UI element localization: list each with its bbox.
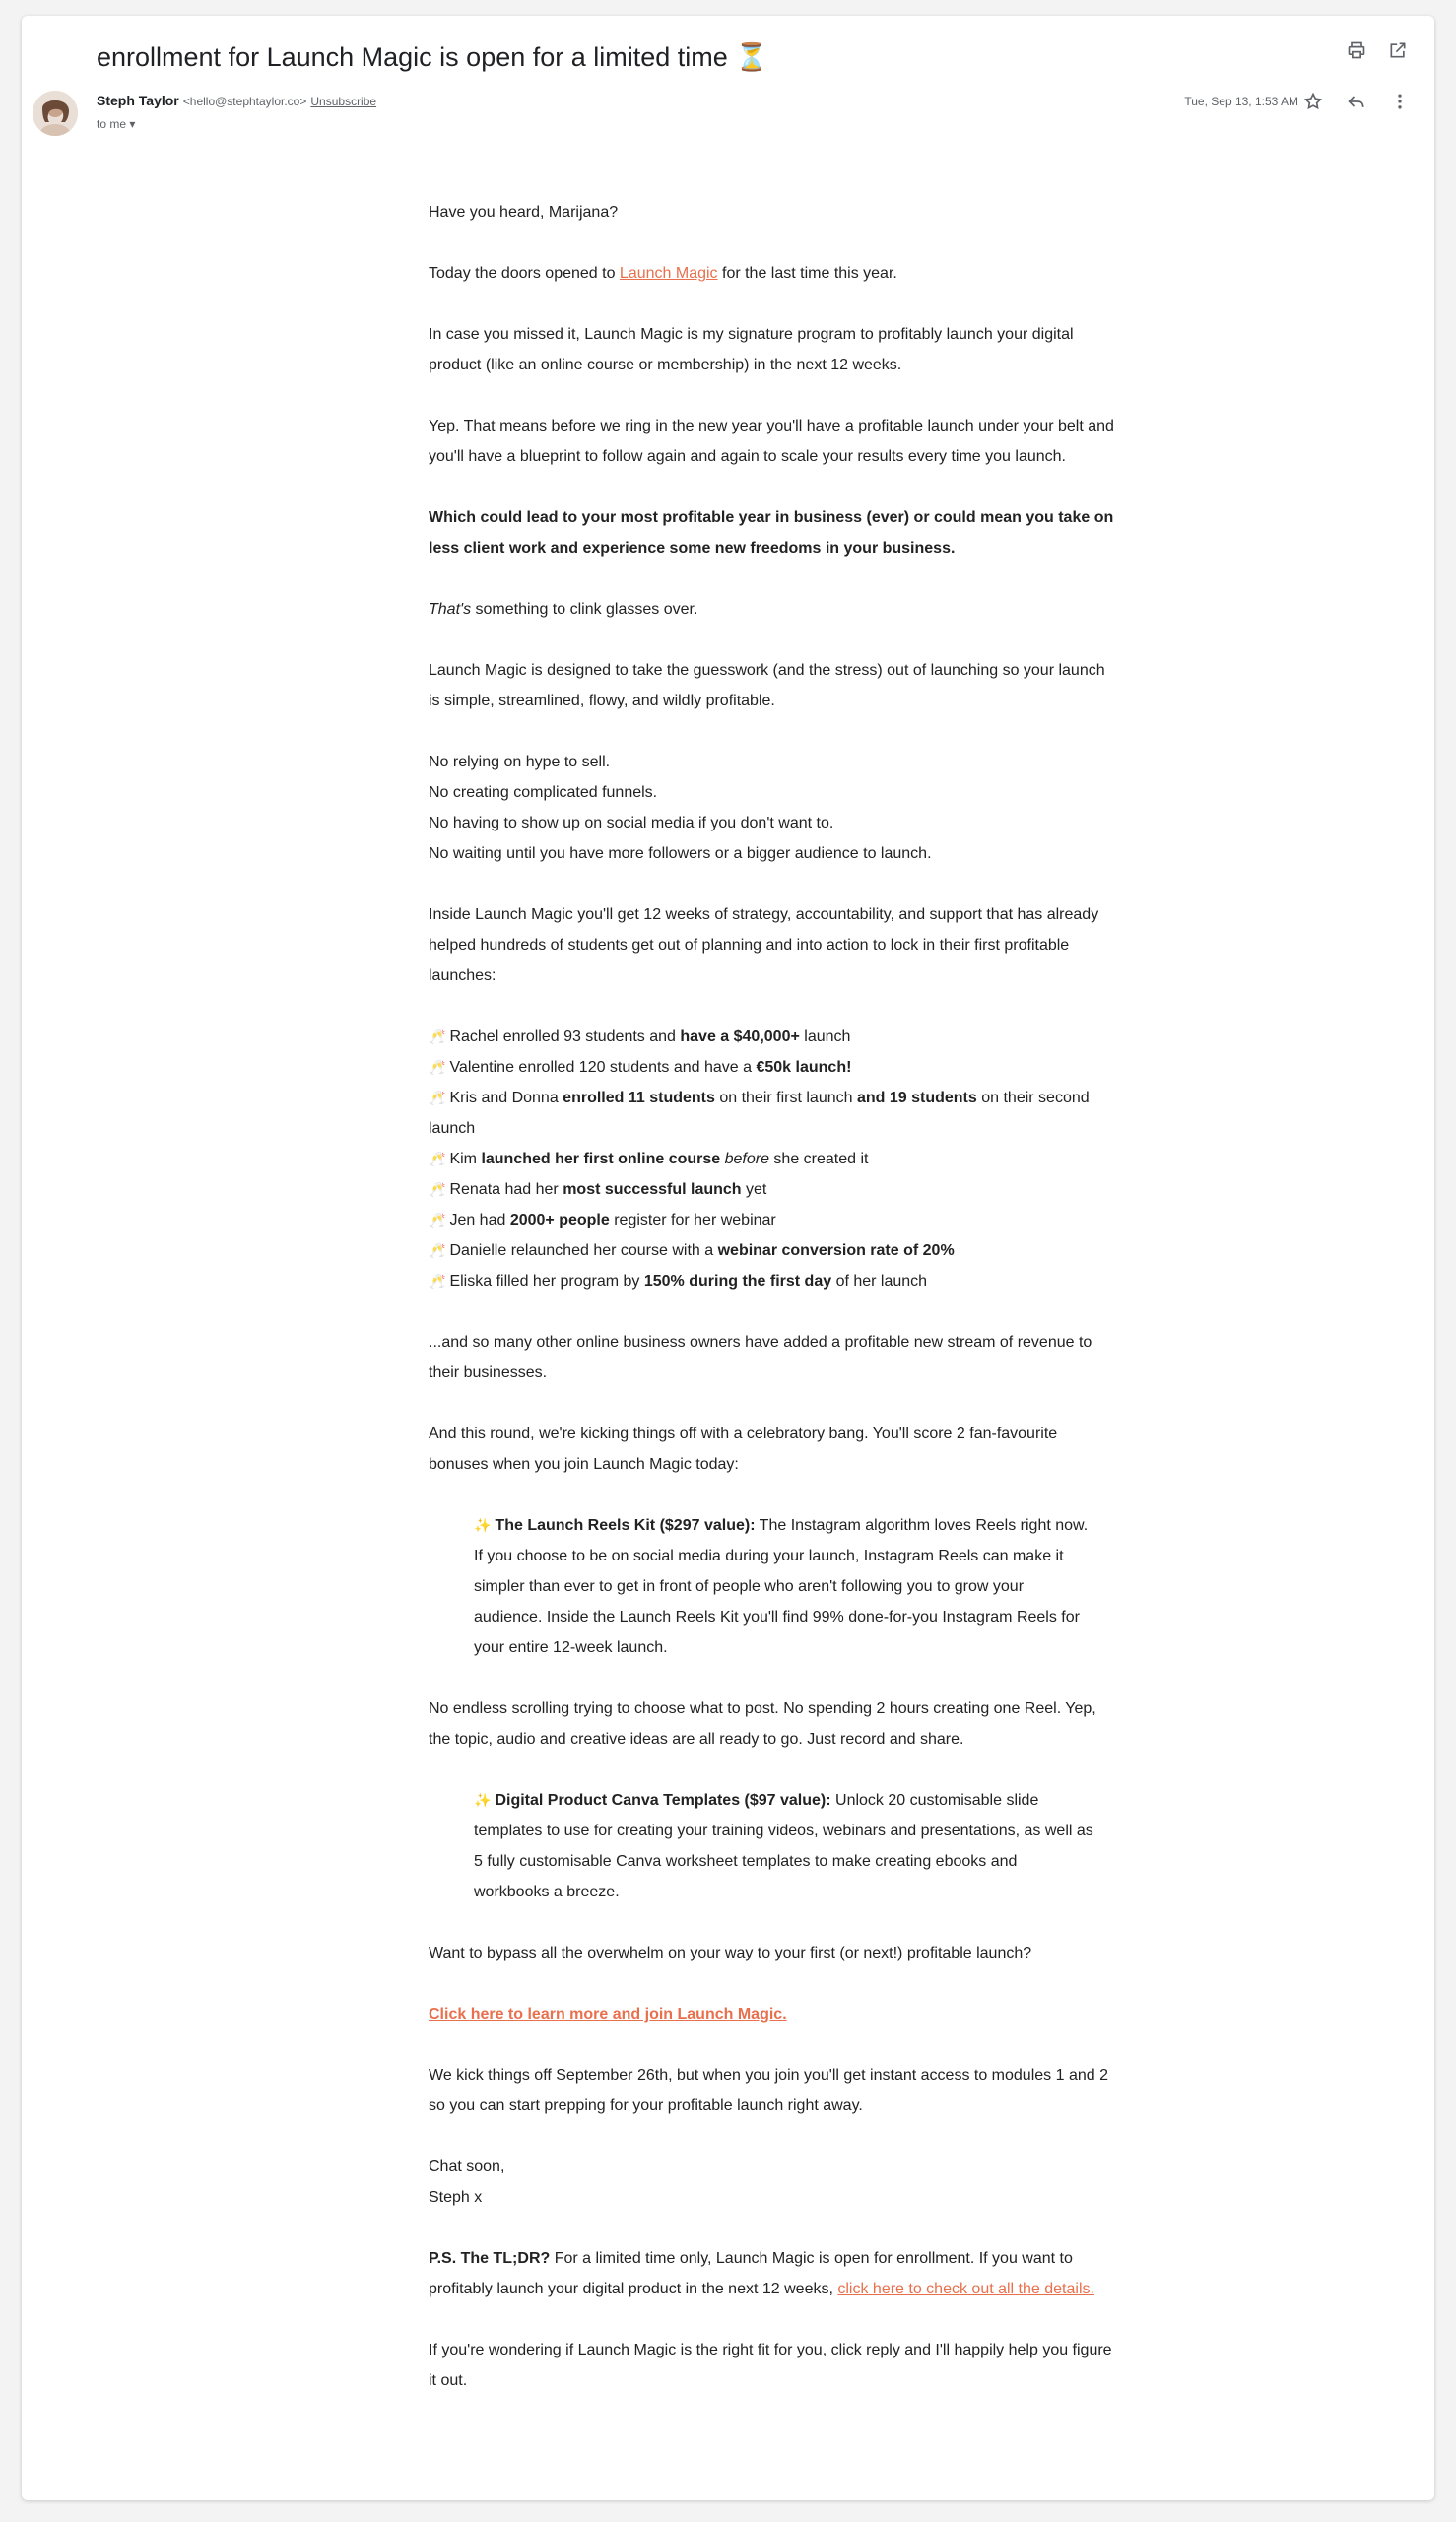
- text: For a limited time only, Launch Magic is open for enrollment. If you want to profitably launch your digital product in the next 12 weeks,: [429, 2250, 1073, 2297]
- bold-text: €50k launch!: [756, 1059, 852, 1076]
- postscript: [429, 2243, 1118, 2304]
- text: something to clink glasses over.: [471, 601, 698, 618]
- glasses-emoji-icon: 🥂: [429, 1181, 446, 1197]
- student-wins-list: [429, 1022, 1118, 1296]
- paragraph: We kick things off September 26th, but when you join you'll get instant access to modules 1 and 2 so you can start prepping for your profitable launch right away.: [429, 2067, 1108, 2114]
- glasses-emoji-icon: 🥂: [429, 1212, 446, 1228]
- list-item: [429, 1205, 1118, 1235]
- list-item: [429, 1052, 1118, 1083]
- text: yet: [741, 1181, 767, 1198]
- glasses-emoji-icon: 🥂: [429, 1090, 446, 1105]
- paragraph: No endless scrolling trying to choose what to post. No spending 2 hours creating one Reel. Yep, the topic, audio and creative ideas are all ready to go. Just record and share.: [429, 1700, 1096, 1748]
- bold-text: launched her first online course: [481, 1151, 721, 1167]
- star-icon[interactable]: [1302, 91, 1324, 112]
- sender-line: [97, 93, 376, 108]
- reply-icon[interactable]: [1346, 91, 1367, 112]
- email-subject: enrollment for Launch Magic is open for a limited time ⏳: [97, 42, 768, 72]
- text: Today the doors opened to: [429, 265, 620, 282]
- bold-text: have a $40,000+: [680, 1029, 800, 1045]
- list-item: [429, 1174, 1118, 1205]
- italic-text: That's: [429, 601, 472, 618]
- bonus-text: Unlock 20 customisable slide templates to use for creating your training videos, webinars and presentations, as well as 5 fully customisable Canva worksheet templates to make creating ebooks and workbooks a breeze.: [474, 1792, 1093, 1900]
- text: Danielle relaunched her course with a: [449, 1242, 718, 1259]
- glasses-emoji-icon: 🥂: [429, 1273, 446, 1289]
- bonus-reels-kit: [474, 1510, 1094, 1663]
- bold-text: enrolled 11 students: [563, 1090, 715, 1106]
- no-line: No creating complicated funnels.: [429, 784, 658, 801]
- email-date: Tue, Sep 13, 1:53 AM: [1184, 95, 1298, 108]
- message-actions: [1302, 91, 1411, 112]
- list-item: [429, 1144, 1118, 1174]
- greeting: Have you heard, Marijana?: [429, 204, 619, 221]
- bold-text: webinar conversion rate of 20%: [717, 1242, 955, 1259]
- text: on their first launch: [714, 1090, 857, 1106]
- text: of her launch: [831, 1273, 928, 1290]
- bonus-text: The Instagram algorithm loves Reels right now. If you choose to be on social media during your launch, Instagram Reels can make it simpler than ever to get in front of people who aren't following you to grow your audience. Inside the Launch Reels Kit you'll find 99% done-for-you Instagram Reels for your entire 12-week launch.: [474, 1517, 1089, 1656]
- list-item: [429, 1266, 1118, 1296]
- print-icon[interactable]: [1346, 39, 1367, 61]
- sparkles-icon: ✨: [474, 1517, 492, 1533]
- text: on their second launch: [429, 1090, 1090, 1137]
- paragraph: Yep. That means before we ring in the new year you'll have a profitable launch under your belt and you'll have a blueprint to follow again and again to scale your results every time you launch.: [429, 418, 1114, 465]
- list-item: [429, 1235, 1118, 1266]
- glasses-emoji-icon: 🥂: [429, 1059, 446, 1075]
- glasses-emoji-icon: 🥂: [429, 1242, 446, 1258]
- bold-text: Which could lead to your most profitable year in business (ever) or could mean you take on less client work and experience some new freedoms in your business.: [429, 509, 1114, 557]
- glasses-emoji-icon: 🥂: [429, 1151, 446, 1166]
- paragraph: And this round, we're kicking things off with a celebratory bang. You'll score 2 fan-favourite bonuses when you join Launch Magic today:: [429, 1426, 1058, 1473]
- join-launch-magic-link[interactable]: Click here to learn more and join Launch Magic.: [429, 2006, 787, 2023]
- text: Valentine enrolled 120 students and have a: [449, 1059, 757, 1076]
- paragraph: [429, 594, 1118, 625]
- bonus-title: The Launch Reels Kit ($297 value):: [495, 1517, 756, 1534]
- launch-magic-link[interactable]: Launch Magic: [619, 265, 718, 282]
- text: launch: [799, 1029, 851, 1045]
- text: for the last time this year.: [717, 265, 897, 282]
- no-line: No relying on hype to sell.: [429, 754, 611, 770]
- glasses-emoji-icon: 🥂: [429, 1029, 446, 1044]
- bold-text: most successful launch: [563, 1181, 742, 1198]
- paragraph: ...and so many other online business owners have added a profitable new stream of revenue to their businesses.: [429, 1334, 1092, 1381]
- sender-name: Steph Taylor: [97, 93, 179, 108]
- ps-label: P.S. The TL;DR?: [429, 2250, 551, 2267]
- text: Kris and Donna: [449, 1090, 563, 1106]
- signoff: Chat soon,: [429, 2158, 505, 2175]
- paragraph: Inside Launch Magic you'll get 12 weeks of strategy, accountability, and support that has already helped hundreds of students get out of planning and into action to lock in their first profitable launches:: [429, 906, 1099, 984]
- closing-paragraph: If you're wondering if Launch Magic is the right fit for you, click reply and I'll happily help you figure it out.: [429, 2342, 1112, 2389]
- sender-email: <hello@stephtaylor.co>: [182, 95, 307, 108]
- italic-text: before: [724, 1151, 769, 1167]
- intro-paragraph: [429, 258, 1118, 289]
- more-vertical-icon[interactable]: [1389, 91, 1411, 112]
- signature: Steph x: [429, 2189, 483, 2206]
- cta-paragraph: [429, 1999, 1118, 2029]
- text: Eliska filled her program by: [449, 1273, 644, 1290]
- top-actions: [1346, 39, 1409, 61]
- text: Renata had her: [449, 1181, 563, 1198]
- no-line: No having to show up on social media if you don't want to.: [429, 815, 834, 831]
- text: Kim: [449, 1151, 482, 1167]
- check-details-link[interactable]: click here to check out all the details.: [837, 2281, 1094, 2297]
- email-body: [429, 197, 1118, 2426]
- list-item: [429, 1083, 1118, 1144]
- paragraph: Launch Magic is designed to take the guesswork (and the stress) out of launching so your launch is simple, streamlined, flowy, and wildly profitable.: [429, 662, 1105, 709]
- open-in-new-window-icon[interactable]: [1387, 39, 1409, 61]
- bold-text: and 19 students: [856, 1090, 977, 1106]
- email-card: [22, 16, 1434, 2500]
- unsubscribe-link[interactable]: Unsubscribe: [310, 95, 377, 108]
- bold-text: 150% during the first day: [643, 1273, 832, 1290]
- bold-paragraph: [429, 502, 1118, 564]
- avatar: [33, 91, 78, 136]
- text: Rachel enrolled 93 students and: [449, 1029, 681, 1045]
- list-item: [429, 1022, 1118, 1052]
- bonus-title: Digital Product Canva Templates ($97 value):: [495, 1792, 831, 1809]
- paragraph: In case you missed it, Launch Magic is my signature program to profitably launch your digital product (like an online course or membership) in the next 12 weeks.: [429, 326, 1074, 373]
- bold-text: 2000+ people: [509, 1212, 610, 1228]
- bonus-canva-templates: [474, 1785, 1094, 1907]
- recipient-dropdown[interactable]: to me ▾: [97, 117, 136, 131]
- paragraph: Want to bypass all the overwhelm on your way to your first (or next!) profitable launch?: [429, 1945, 1032, 1961]
- text: register for her webinar: [609, 1212, 776, 1228]
- text: she created it: [768, 1151, 869, 1167]
- sparkles-icon: ✨: [474, 1792, 492, 1808]
- text: Jen had: [449, 1212, 510, 1228]
- no-line: No waiting until you have more followers or a bigger audience to launch.: [429, 845, 932, 862]
